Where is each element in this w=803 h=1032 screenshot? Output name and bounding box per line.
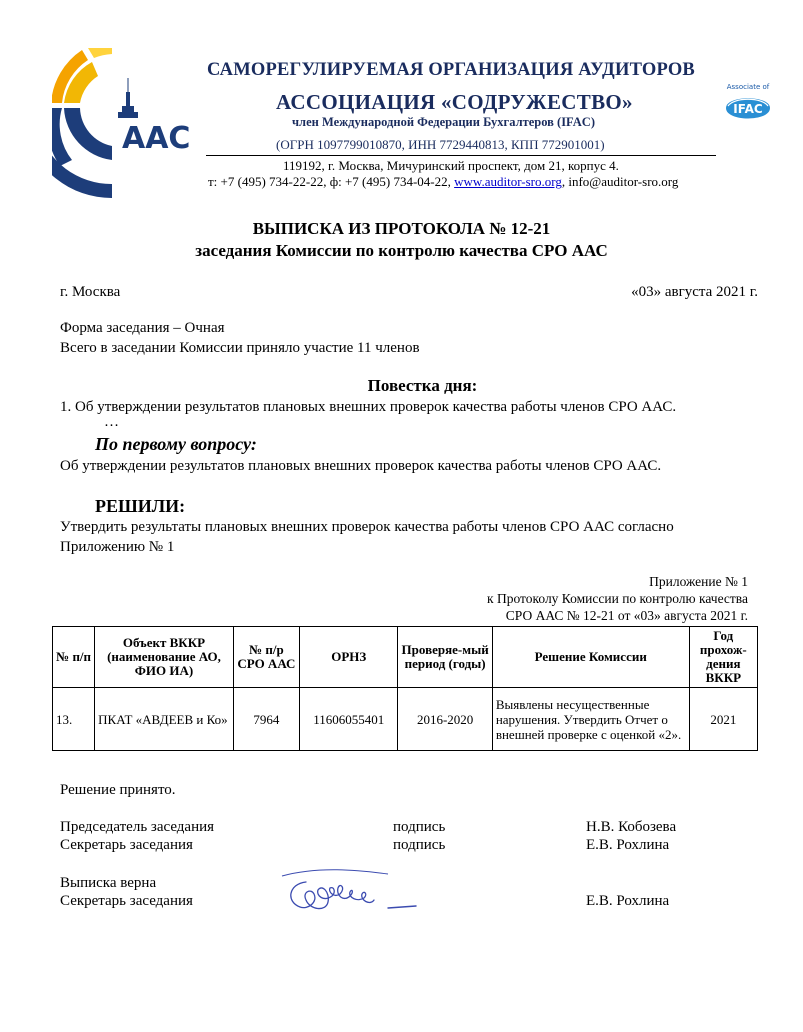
contacts-suffix: , info@auditor-sro.org: [561, 174, 679, 189]
table-header-cell: ОРНЗ: [300, 627, 398, 688]
sro-number: 7964: [233, 688, 299, 751]
question-heading: По первому вопросу:: [95, 434, 257, 454]
review-year: 2021: [689, 688, 757, 751]
appendix-line-2: к Протоколу Комиссии по контролю качества: [487, 591, 748, 606]
header-divider: [206, 155, 716, 156]
table-header-cell: Решение Комиссии: [492, 627, 689, 688]
agenda-item: 1. Об утверждении результатов плановых внешних проверок качества работы членов СРО ААС.: [60, 399, 677, 415]
decision-made: Решение принято.: [60, 782, 176, 798]
ornz: 11606055401: [300, 688, 398, 751]
commission-decision: Выявлены несущественные нарушения. Утвердить Отчет о внешней проверке с оценкой «2».: [492, 688, 689, 751]
secretary-signature-label: подпись: [393, 837, 446, 853]
ifac-text: IFAC: [733, 102, 763, 116]
appendix-line-3: СРО ААС № 12-21 от «03» августа 2021 г.: [505, 608, 748, 623]
secretary-role: Секретарь заседания: [60, 837, 193, 853]
contacts: [208, 174, 678, 190]
table-header-cell: № п/р СРО ААС: [233, 627, 299, 688]
appendix-line-1: Приложение № 1: [649, 574, 748, 589]
extract-verified: Выписка верна: [60, 875, 157, 891]
meeting-form: Форма заседания – Очная: [60, 320, 225, 336]
ifac-logo: [718, 80, 778, 130]
ellipsis: …: [104, 414, 119, 430]
results-table: [52, 626, 758, 751]
secretary-name: Е.В. Рохлина: [586, 837, 670, 853]
org-line-1: САМОРЕГУЛИРУЕМАЯ ОРГАНИЗАЦИЯ АУДИТОРОВ: [207, 60, 695, 80]
question-text: Об утверждении результатов плановых внешних проверок качества работы членов СРО ААС.: [60, 458, 662, 474]
chair-role: Председатель заседания: [60, 819, 215, 835]
chair-signature-label: подпись: [393, 819, 446, 835]
audit-object: ПКАТ «АВДЕЕВ и Ко»: [95, 688, 234, 751]
resolved-text-1: Утвердить результаты плановых внешних проверок качества работы членов СРО ААС согласно: [60, 519, 674, 535]
table-header-cell: Объект ВККР (наименование АО, ФИО ИА): [95, 627, 234, 688]
table-header-cell: № п/п: [53, 627, 95, 688]
contacts-prefix: т: +7 (495) 734-22-22, ф: +7 (495) 734-04-22,: [208, 174, 455, 189]
chair-name: Н.В. Кобозева: [586, 819, 677, 835]
table-header-row: [53, 627, 758, 688]
org-line-3: член Международной Федерации Бухгалтеров (IFAC): [292, 115, 595, 129]
document-title: ВЫПИСКА ИЗ ПРОТОКОЛА № 12-21: [252, 219, 551, 238]
extract-secretary-name: Е.В. Рохлина: [586, 893, 670, 909]
ifac-associate-text: Associate of: [726, 83, 770, 91]
table-row: [53, 688, 758, 751]
row-number: 13.: [53, 688, 95, 751]
resolved-text-2: Приложению № 1: [60, 539, 175, 555]
agenda-heading: Повестка дня:: [367, 376, 478, 395]
logo-text: ААС: [122, 121, 191, 156]
document-subtitle: заседания Комиссии по контролю качества СРО ААС: [195, 241, 608, 260]
aac-logo: [52, 48, 202, 198]
website-link[interactable]: www.auditor-sro.org: [454, 174, 562, 189]
address: 119192, г. Москва, Мичуринский проспект, дом 21, корпус 4.: [283, 158, 619, 173]
table-header-cell: Проверяе-мый период (годы): [398, 627, 492, 688]
extract-secretary-role: Секретарь заседания: [60, 893, 193, 909]
resolved-heading: РЕШИЛИ:: [95, 496, 186, 516]
table-header-cell: Год прохож-дения ВККР: [689, 627, 757, 688]
date: «03» августа 2021 г.: [631, 284, 758, 300]
attendance: Всего в заседании Комиссии приняло участие 11 членов: [60, 340, 420, 356]
handwritten-signature: [278, 862, 418, 932]
org-line-2: АССОЦИАЦИЯ «СОДРУЖЕСТВО»: [276, 90, 633, 114]
audit-period: 2016-2020: [398, 688, 492, 751]
city: г. Москва: [60, 284, 121, 300]
registration-info: (ОГРН 1097799010870, ИНН 7729440813, КПП 772901001): [276, 137, 605, 152]
